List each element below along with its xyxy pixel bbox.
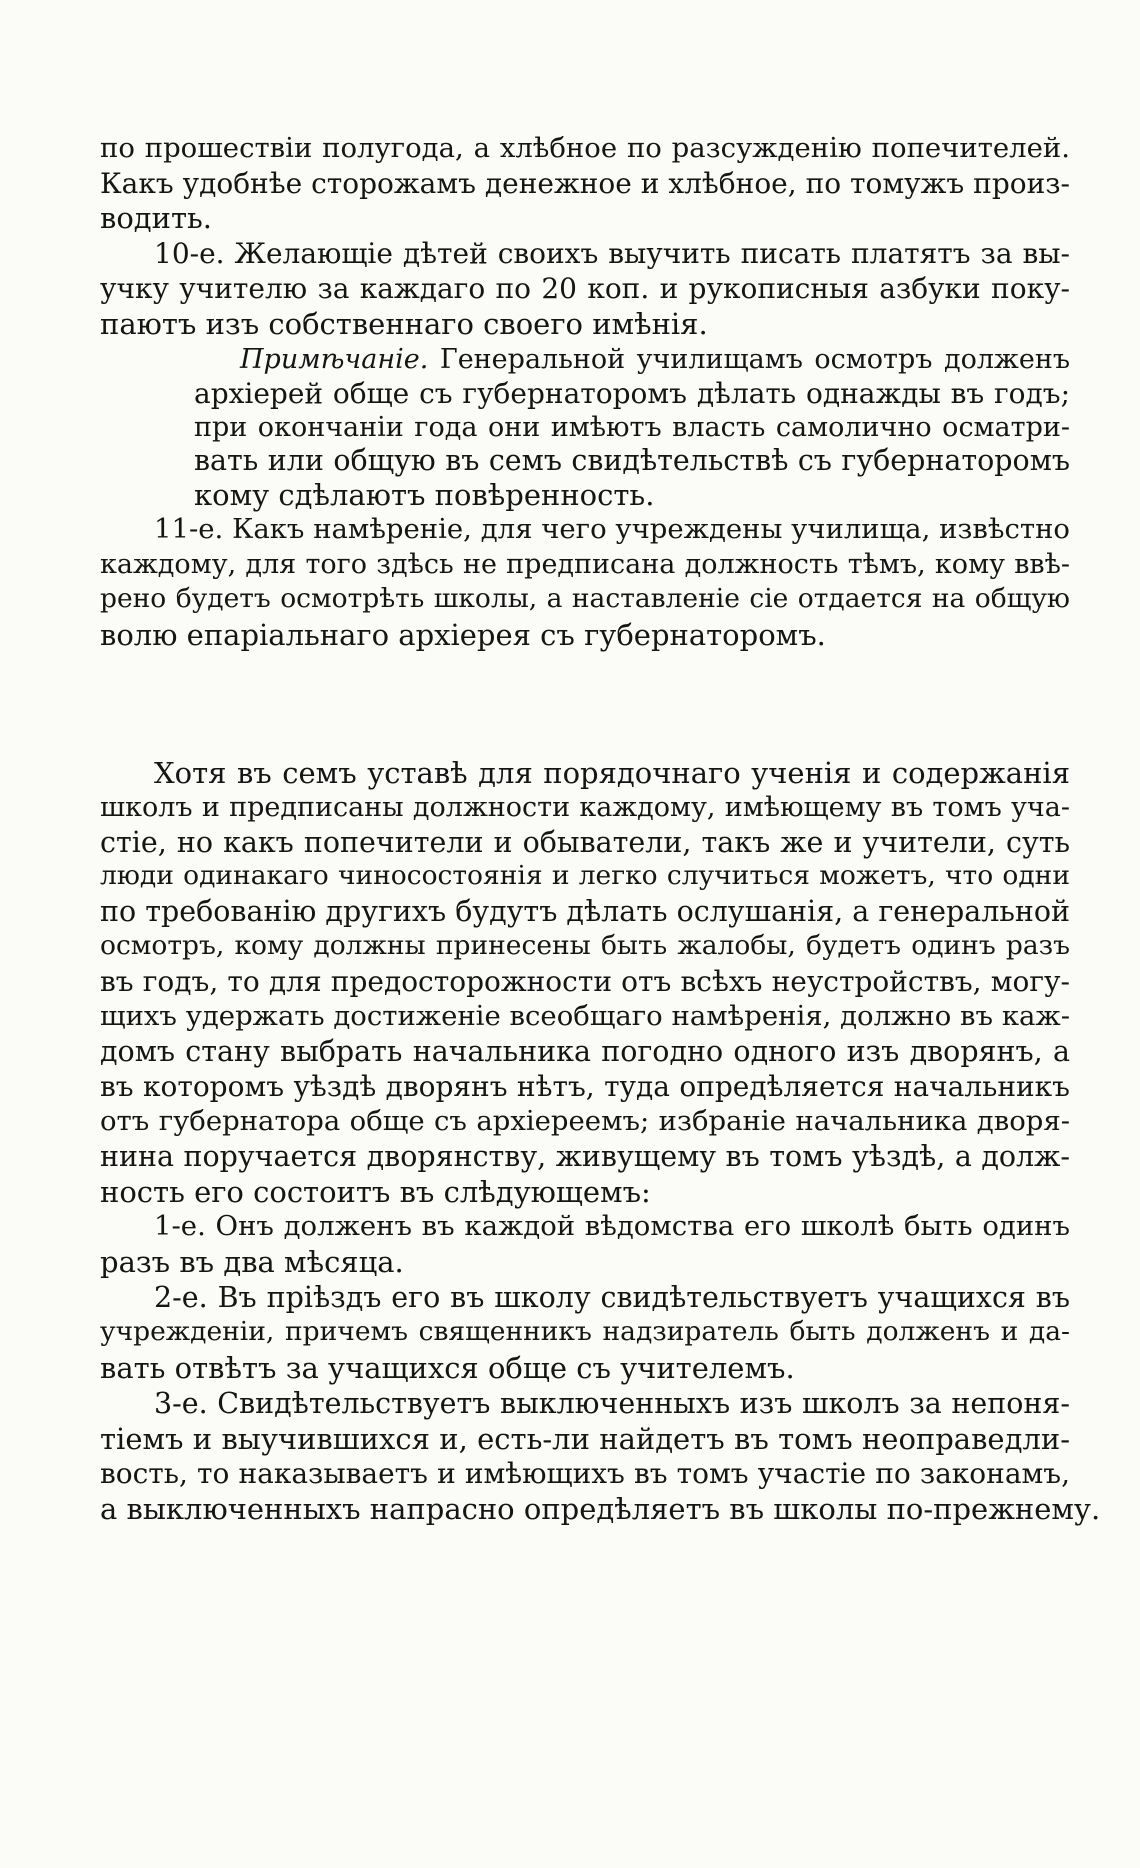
item-10-line: 10-е. Желающіе дѣтей своихъ выучить писать платятъ за вы-: [154, 237, 1070, 270]
body-line: Хотя въ семъ уставѣ для порядочнаго ученія и содержанія: [154, 756, 1070, 790]
item-11-line: 11-е. Какъ намѣреніе, для чего учреждены училища, извѣстно: [154, 513, 1070, 545]
note-line: кому сдѣлаютъ повѣренность.: [194, 478, 655, 512]
body-line: люди одинакаго чиносостоянія и легко случиться можетъ, что одни: [100, 860, 1070, 891]
body-line: школъ и предписаны должности каждому, имѣющему въ томъ уча-: [100, 792, 1070, 823]
paragraph-line: по прошествіи полугода, а хлѣбное по разсужденію попечителей.: [100, 132, 1070, 164]
item-1-line: разъ въ два мѣсяца.: [100, 1245, 404, 1279]
item-10-line: паютъ изъ собственнаго своего имѣнія.: [100, 307, 708, 341]
item-3-line: а выключенныхъ напрасно опредѣляетъ въ школы по-прежнему.: [100, 1492, 1101, 1526]
body-line: въ годъ, то для предосторожности отъ всѣхъ неустройствъ, могу-: [100, 965, 1070, 998]
body-line: стіе, но какъ попечители и обыватели, такъ же и учители, суть: [100, 826, 1070, 859]
body-line: по требованію другихъ будутъ дѣлать ослушанія, а генеральной: [100, 895, 1070, 928]
item-10-line: учку учителю за каждаго по 20 коп. и рукописныя азбуки поку-: [100, 272, 1070, 305]
note-line: Генеральной училищамъ осмотръ долженъ: [428, 344, 1070, 375]
item-3-line: 3-е. Свидѣтельствуетъ выключенныхъ изъ школъ за непоня-: [154, 1387, 1070, 1420]
body-line: осмотръ, кому должны принесены быть жалобы, будетъ одинъ разъ: [100, 930, 1070, 961]
note-line: при окончаніи года они имѣютъ власть самолично осматри-: [194, 412, 1070, 443]
paragraph-line: водить.: [100, 201, 213, 235]
body-line: щихъ удержать достиженіе всеобщаго намѣренія, должно въ каж-: [100, 1000, 1070, 1032]
body-line: отъ губернатора обще съ архіереемъ; избраніе начальника дворя-: [100, 1105, 1070, 1137]
note-line: вать или общую въ семъ свидѣтельствѣ съ губернаторомъ: [194, 444, 1070, 477]
item-11-line: каждому, для того здѣсь не предписана должность тѣмъ, кому ввѣ-: [100, 549, 1070, 580]
item-2-line: 2-е. Въ пріѣздъ его въ школу свидѣтельствуетъ учащихся въ: [154, 1281, 1070, 1314]
body-line: нина поручается дворянству, живущему въ томъ уѣздѣ, а долж-: [100, 1140, 1070, 1173]
item-11-line: рено будетъ осмотрѣть школы, а наставленіе сіе отдается на общую: [100, 583, 1070, 614]
body-line: ность его состоитъ въ слѣдующемъ:: [100, 1175, 651, 1209]
item-2-line: вать отвѣтъ за учащихся обще съ учителемъ.: [100, 1351, 795, 1385]
note-line: архіерей обще съ губернаторомъ дѣлать однажды въ годъ;: [194, 377, 1070, 410]
item-2-line: учрежденіи, причемъ священникъ надзиратель быть долженъ и да-: [100, 1316, 1070, 1347]
item-11-line: волю епаріальнаго архіерея съ губернаторомъ.: [100, 618, 826, 652]
body-line: домъ стану выбрать начальника погодно одного изъ дворянъ, а: [100, 1035, 1070, 1068]
item-3-line: вость, то наказываетъ и имѣющихъ въ томъ участіе по законамъ,: [100, 1457, 1070, 1490]
paragraph-line: Какъ удобнѣе сторожамъ денежное и хлѣбное, по томужъ произ-: [100, 167, 1070, 200]
item-1-line: 1-е. Онъ долженъ въ каждой вѣдомства его школѣ быть одинъ: [154, 1210, 1070, 1242]
item-3-line: тіемъ и выучившихся и, есть-ли найдетъ въ томъ неоправедли-: [100, 1422, 1070, 1456]
note-first-line: [240, 346, 1070, 373]
note-label: Примѣчаніе.: [240, 344, 429, 375]
body-line: въ которомъ уѣздѣ дворянъ нѣтъ, туда опредѣляется начальникъ: [100, 1070, 1070, 1103]
